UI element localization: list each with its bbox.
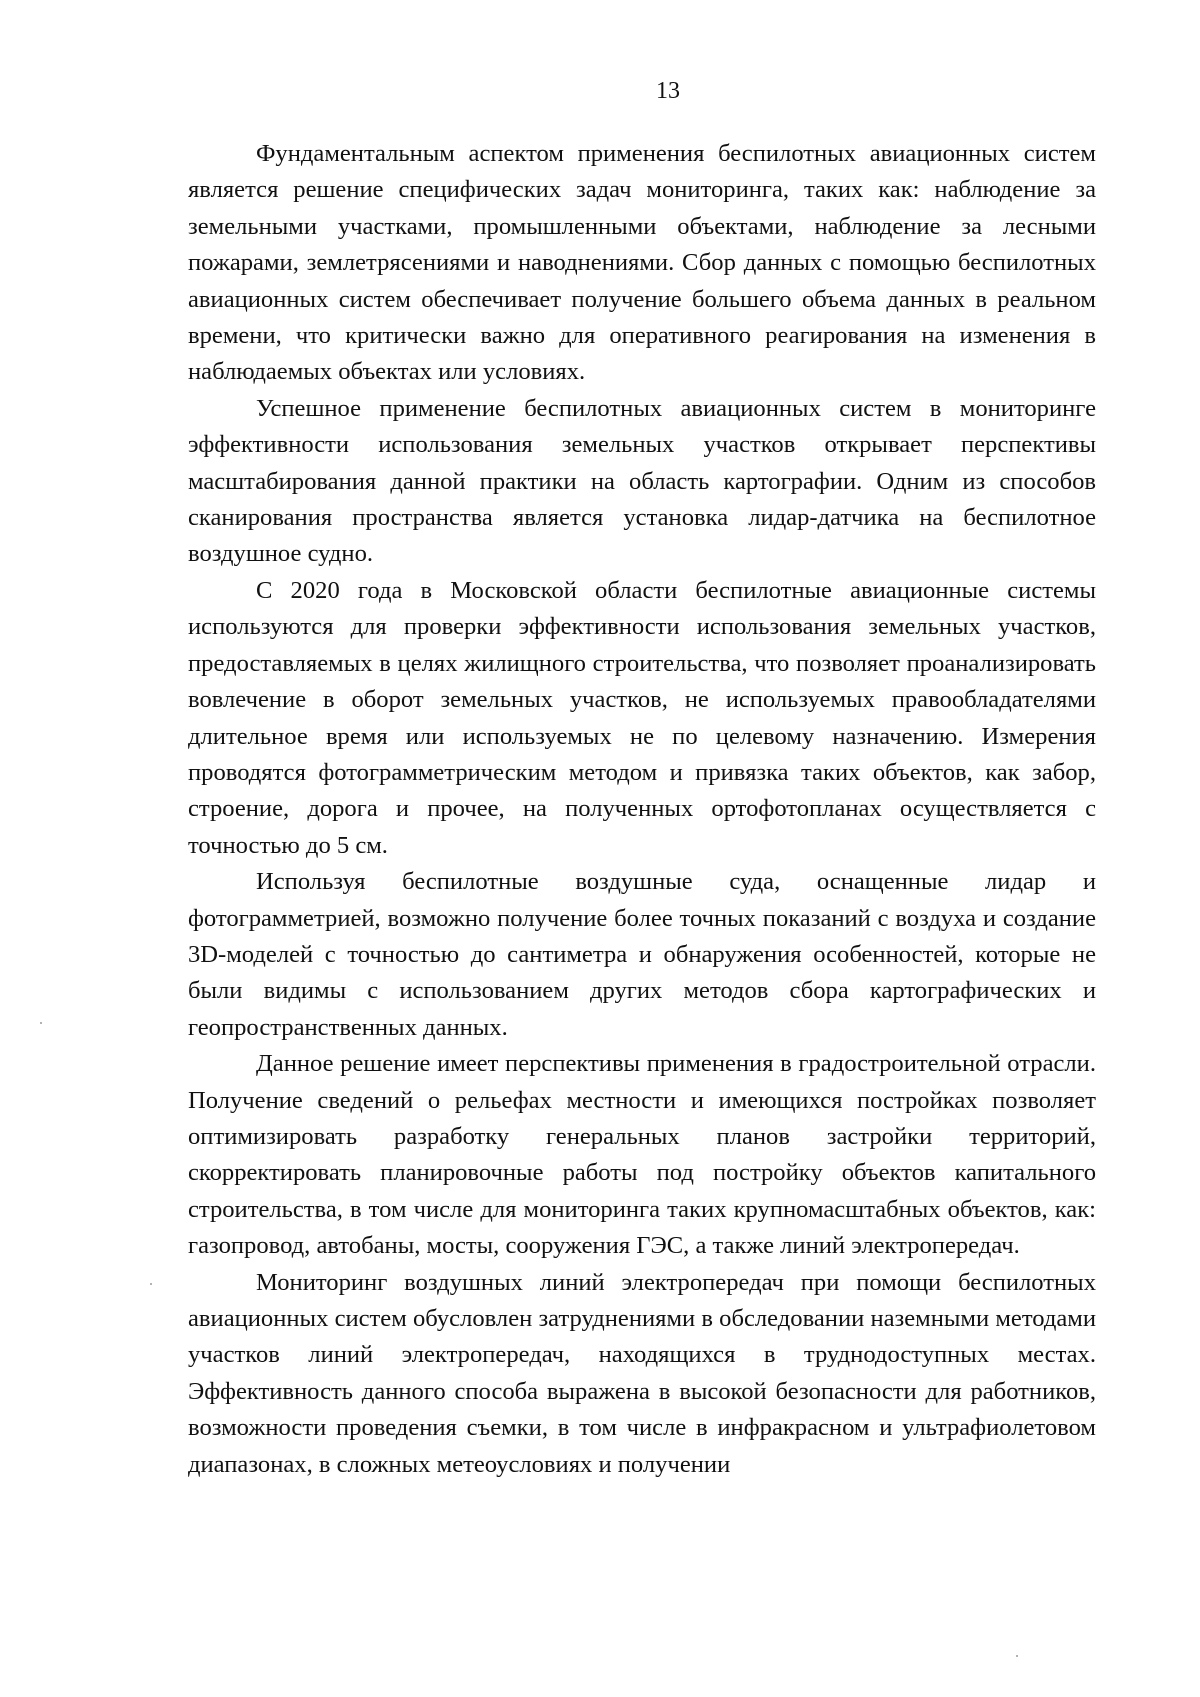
page-number: 13 [656, 78, 680, 104]
paragraph: Мониторинг воздушных линий электропередач при помощи беспилотных авиационных систем обусловлен затруднениями в обследовании наземными методами участков линий электропередач, находящихся в труднодоступных местах. Эффективность данного способа выражена в высокой безопасности для работников, возможности проведения съемки, в том числе в инфракрасном и ультрафиолетовом диапазонах, в сложных метеоусловиях и получении [188, 1268, 1096, 1478]
scan-speck [1016, 1655, 1018, 1657]
scan-speck [150, 1283, 152, 1285]
paragraph: С 2020 года в Московской области беспилотные авиационные системы используются для проверки эффективности использования земельных участков, предоставляемых в целях жилищного строительства, что позволяет проанализировать вовлечение в оборот земельных участков, не используемых правообладателями длительное время или используемых не по целевому назначению. Измерения проводятся фотограмметрическим методом и привязка таких объектов, как забор, строение, дорога и прочее, на полученных ортофотопланах осуществляется с точностью до 5 см. [188, 576, 1096, 859]
paragraph: Используя беспилотные воздушные суда, оснащенные лидар и фотограмметрией, возможно получение более точных показаний с воздуха и создание 3D-моделей с точностью до сантиметра и обнаружения особенностей, которые не были видимы с использованием других методов сбора картографических и геопространственных данных. [188, 868, 1096, 1041]
scan-speck [40, 1022, 42, 1024]
paragraph: Фундаментальным аспектом применения беспилотных авиационных систем является решение специфических задач мониторинга, таких как: наблюдение за земельными участками, промышленными объектами, наблюдение за лесными пожарами, землетрясениями и наводнениями. Сбор данных с помощью беспилотных авиационных систем обеспечивает получение большего объема данных в реальном времени, что критически важно для оперативного реагирования на изменения в наблюдаемых объектах или условиях. [188, 140, 1096, 386]
paragraph: Успешное применение беспилотных авиационных систем в мониторинге эффективности использования земельных участков открывает перспективы масштабирования данной практики на область картографии. Одним из способов сканирования пространства является установка лидар-датчика на беспилотное воздушное судно. [188, 394, 1096, 568]
paragraph: Данное решение имеет перспективы применения в градостроительной отрасли. Получение сведений о рельефах местности и имеющихся постройках позволяет оптимизировать разработку генеральных планов застройки территорий, скорректировать планировочные работы под постройку объектов капитального строительства, в том числе для мониторинга таких крупномасштабных объектов, как: газопровод, автобаны, мосты, сооружения ГЭС, а также линий электропередач. [188, 1050, 1096, 1260]
body-text [188, 136, 1096, 1483]
